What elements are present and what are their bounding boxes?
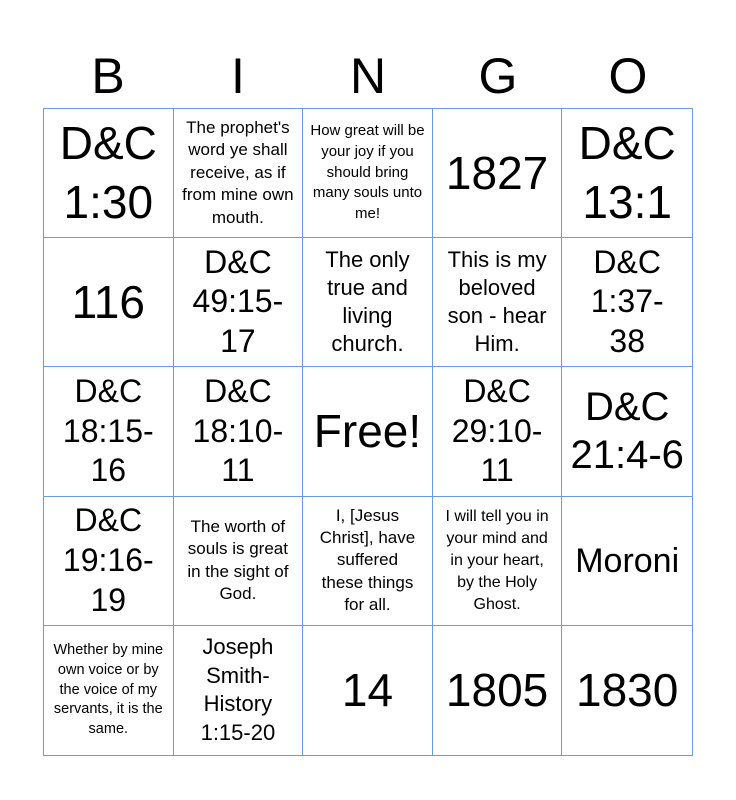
bingo-header — [43, 44, 693, 108]
bingo-cell-r1-c4[interactable] — [433, 109, 563, 238]
bingo-cell-r3-c1[interactable] — [44, 367, 174, 496]
cell-text: D&C 1:37-38 — [590, 243, 664, 360]
bingo-cell-r5-c5[interactable] — [562, 626, 692, 755]
cell-text: This is my beloved son - hear Him. — [447, 247, 547, 357]
bingo-card — [43, 108, 693, 756]
cell-text: How great will be your joy if you should bring many souls unto me! — [310, 122, 425, 223]
bingo-cell-r3-c5[interactable] — [562, 367, 692, 496]
bingo-cell-r4-c1[interactable] — [44, 497, 174, 626]
cell-text: 1805 — [445, 663, 549, 716]
header-letter-g: G — [478, 48, 518, 104]
bingo-cell-r2-c4[interactable] — [433, 238, 563, 367]
cell-text: D&C 1:30 — [59, 117, 157, 229]
bingo-cell-r1-c2[interactable] — [174, 109, 304, 238]
bingo-cell-r2-c5[interactable] — [562, 238, 692, 367]
cell-text: D&C 13:1 — [578, 117, 676, 229]
bingo-cell-r2-c3[interactable] — [303, 238, 433, 367]
cell-text: D&C 18:10-11 — [192, 372, 284, 489]
bingo-cell-r4-c2[interactable] — [174, 497, 304, 626]
cell-text: 14 — [341, 663, 394, 716]
bingo-cell-r2-c2[interactable] — [174, 238, 304, 367]
bingo-cell-r3-c2[interactable] — [174, 367, 304, 496]
bingo-cell-r5-c4[interactable] — [433, 626, 563, 755]
cell-text: D&C 49:15-17 — [192, 243, 284, 360]
bingo-cell-r1-c3[interactable] — [303, 109, 433, 238]
bingo-cell-r3-c4[interactable] — [433, 367, 563, 496]
cell-text: Whether by mine own voice or by the voice of my servants, it is the same. — [53, 642, 164, 737]
bingo-cell-r5-c1[interactable] — [44, 626, 174, 755]
cell-text: 1827 — [445, 146, 549, 199]
free-space: Free! — [313, 405, 422, 458]
bingo-cell-r5-c2[interactable] — [174, 626, 304, 755]
cell-text: D&C 21:4-6 — [570, 385, 684, 478]
cell-text: D&C 19:16-19 — [62, 502, 154, 618]
cell-text: D&C 29:10-11 — [451, 372, 543, 489]
cell-text: 1830 — [576, 663, 679, 716]
bingo-cell-r4-c3[interactable] — [303, 497, 433, 626]
cell-text: Moroni — [575, 541, 680, 580]
cell-text: Joseph Smith-History 1:15-20 — [200, 634, 276, 745]
header-letter-i: I — [231, 48, 245, 104]
header-letter-n: N — [349, 48, 387, 104]
bingo-cell-r4-c5[interactable] — [562, 497, 692, 626]
cell-text: 116 — [71, 275, 145, 328]
cell-text: I, [Jesus Christ], have suffered these things for all. — [319, 505, 416, 615]
bingo-cell-r5-c3[interactable] — [303, 626, 433, 755]
bingo-cell-r2-c1[interactable] — [44, 238, 174, 367]
bingo-cell-r1-c1[interactable] — [44, 109, 174, 238]
cell-text: The worth of souls is great in the sight of God. — [187, 516, 289, 604]
bingo-cell-r4-c4[interactable] — [433, 497, 563, 626]
cell-text: The prophet's word ye shall receive, as if from mine own mouth. — [182, 118, 294, 227]
header-letter-o: O — [608, 48, 648, 104]
cell-text: I will tell you in your mind and in your heart, by the Holy Ghost. — [445, 507, 549, 613]
bingo-cell-r1-c5[interactable] — [562, 109, 692, 238]
header-letter-b: B — [91, 48, 125, 104]
bingo-cell-r3-c3[interactable] — [303, 367, 433, 496]
cell-text: D&C 18:15-16 — [62, 372, 154, 489]
cell-text: The only true and living church. — [325, 247, 410, 357]
